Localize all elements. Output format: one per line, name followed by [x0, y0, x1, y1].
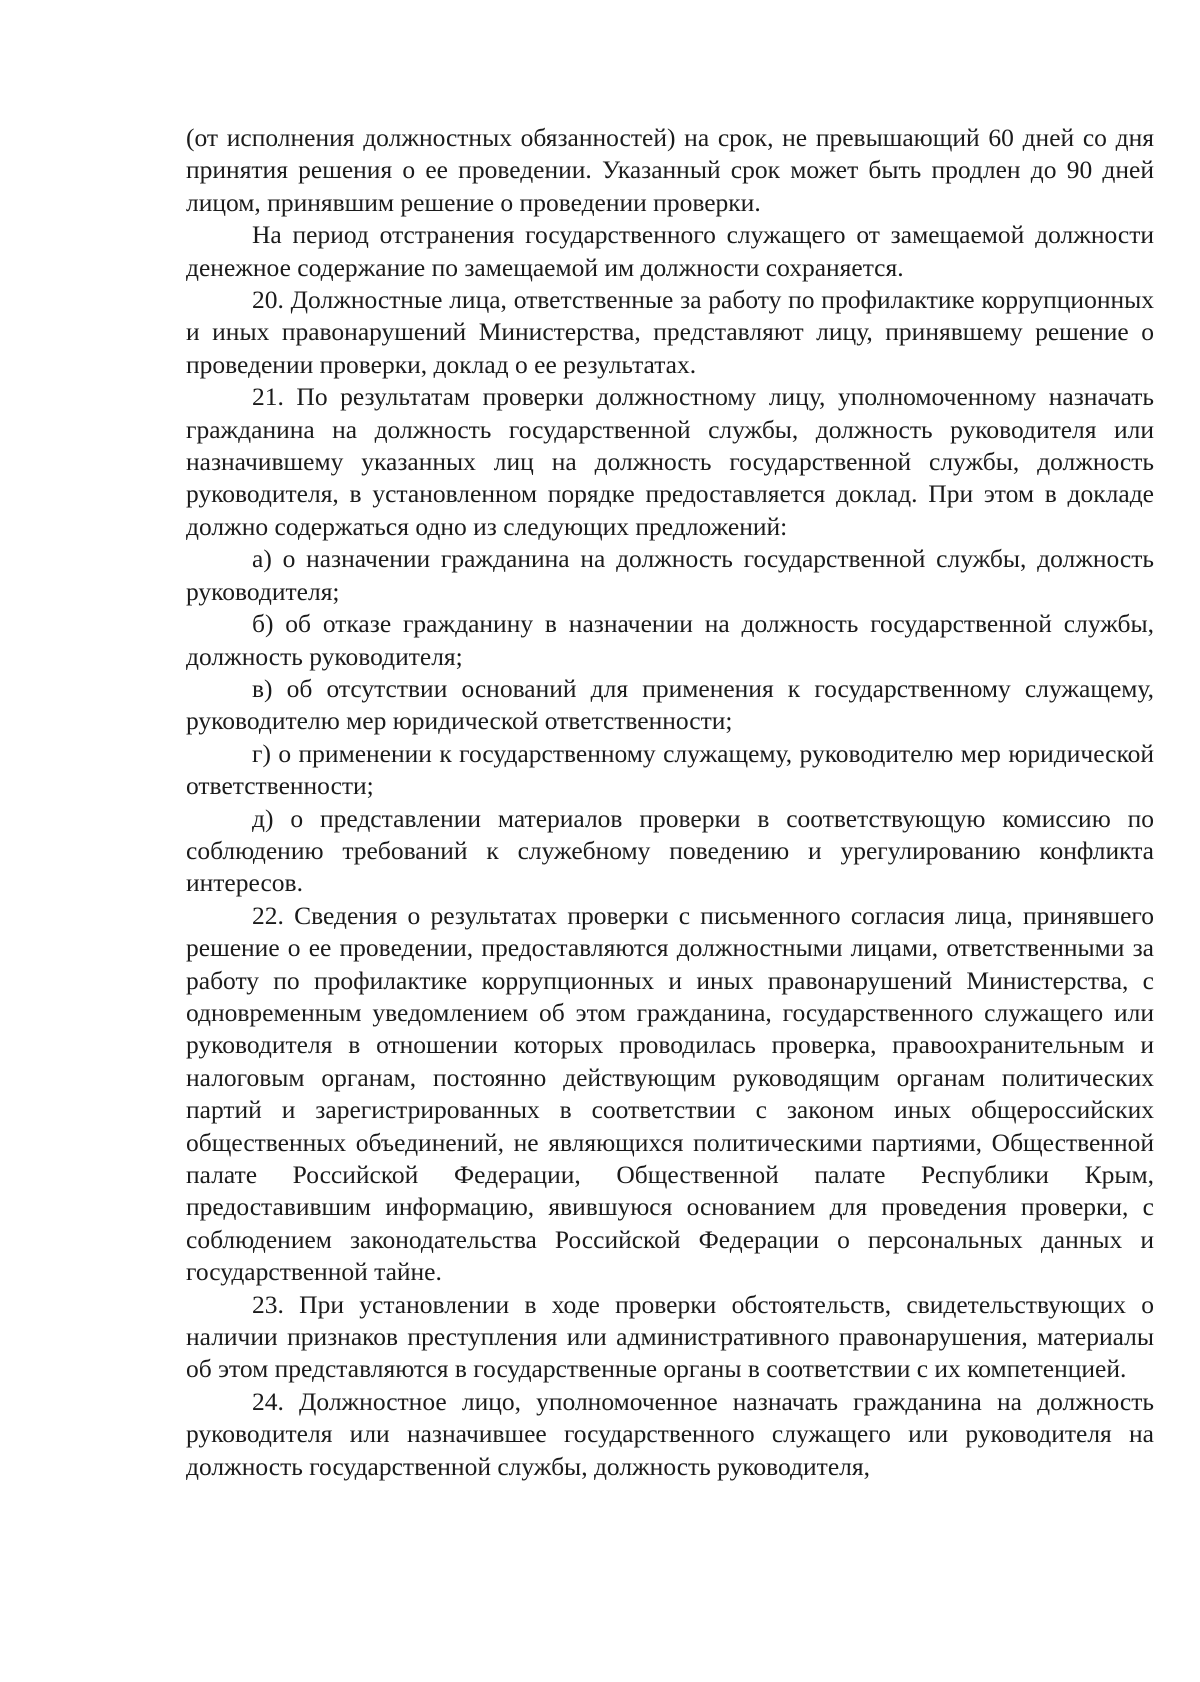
- list-item-a: а) о назначении гражданина на должность государственной службы, должность руководителя;: [186, 544, 1154, 606]
- paragraph-23: 23. При установлении в ходе проверки обстоятельств, свидетельствующих о наличии признаков преступления или административного правонарушения, материалы об этом представляются в государственные органы в соответствии с их компетенцией.: [186, 1289, 1154, 1384]
- list-item-b: б) об отказе гражданину в назначении на должность государственной службы, должность руководителя;: [186, 609, 1154, 671]
- paragraph-20: 20. Должностные лица, ответственные за работу по профилактике коррупционных и иных правонарушений Министерства, представляют лицу, принявшему решение о проведении проверки, доклад о ее результатах.: [186, 285, 1154, 379]
- list-item-v: в) об отсутствии оснований для применения к государственному служащему, руководителю мер юридической ответственности;: [186, 673, 1154, 736]
- paragraph-continuation: (от исполнения должностных обязанностей) на срок, не превышающий 60 дней со дня принятия решения о ее проведении. Указанный срок может быть продлен до 90 дней лицом, принявшим решение о проведении проверки.: [186, 123, 1154, 217]
- document-page: [186, 122, 1154, 1483]
- paragraph-21: 21. По результатам проверки должностному лицу, уполномоченному назначать гражданина на должность государственной службы, должность руководителя или назначившему указанных лиц на должность государственной службы, должность руководителя, в установленном порядке предоставляется доклад. При этом в докладе должно содержаться одно из следующих предложений:: [186, 382, 1154, 541]
- list-item-g: г) о применении к государственному служащему, руководителю мер юридической ответственности;: [186, 738, 1154, 801]
- list-item-d: д) о представлении материалов проверки в соответствующую комиссию по соблюдению требований к служебному поведению и урегулированию конфликта интересов.: [186, 803, 1154, 898]
- paragraph-suspension-salary: На период отстранения государственного служащего от замещаемой должности денежное содержание по замещаемой им должности сохраняется.: [186, 220, 1154, 282]
- paragraph-24: 24. Должностное лицо, уполномоченное назначать гражданина на должность руководителя или назначившее государственного служащего или руководителя на должность государственной службы, должность руководителя,: [186, 1386, 1154, 1481]
- paragraph-22: 22. Сведения о результатах проверки с письменного согласия лица, принявшего решение о ее проведении, предоставляются должностными лицами, ответственными за работу по профилактике коррупционных и иных правонарушений Министерства, с одновременным уведомлением об этом гражданина, государственного служащего или руководителя в отношении которых проводилась проверка, правоохранительным и налоговым органам, постоянно действующим руководящим органам политических партий и зарегистрированных в соответствии с законом иных общероссийских общественных объединений, не являющихся политическими партиями, Общественной палате Российской Федерации, Общественной палате Республики Крым, предоставившим информацию, явившуюся основанием для проведения проверки, с соблюдением законодательства Российской Федерации о персональных данных и государственной тайне.: [186, 900, 1154, 1287]
